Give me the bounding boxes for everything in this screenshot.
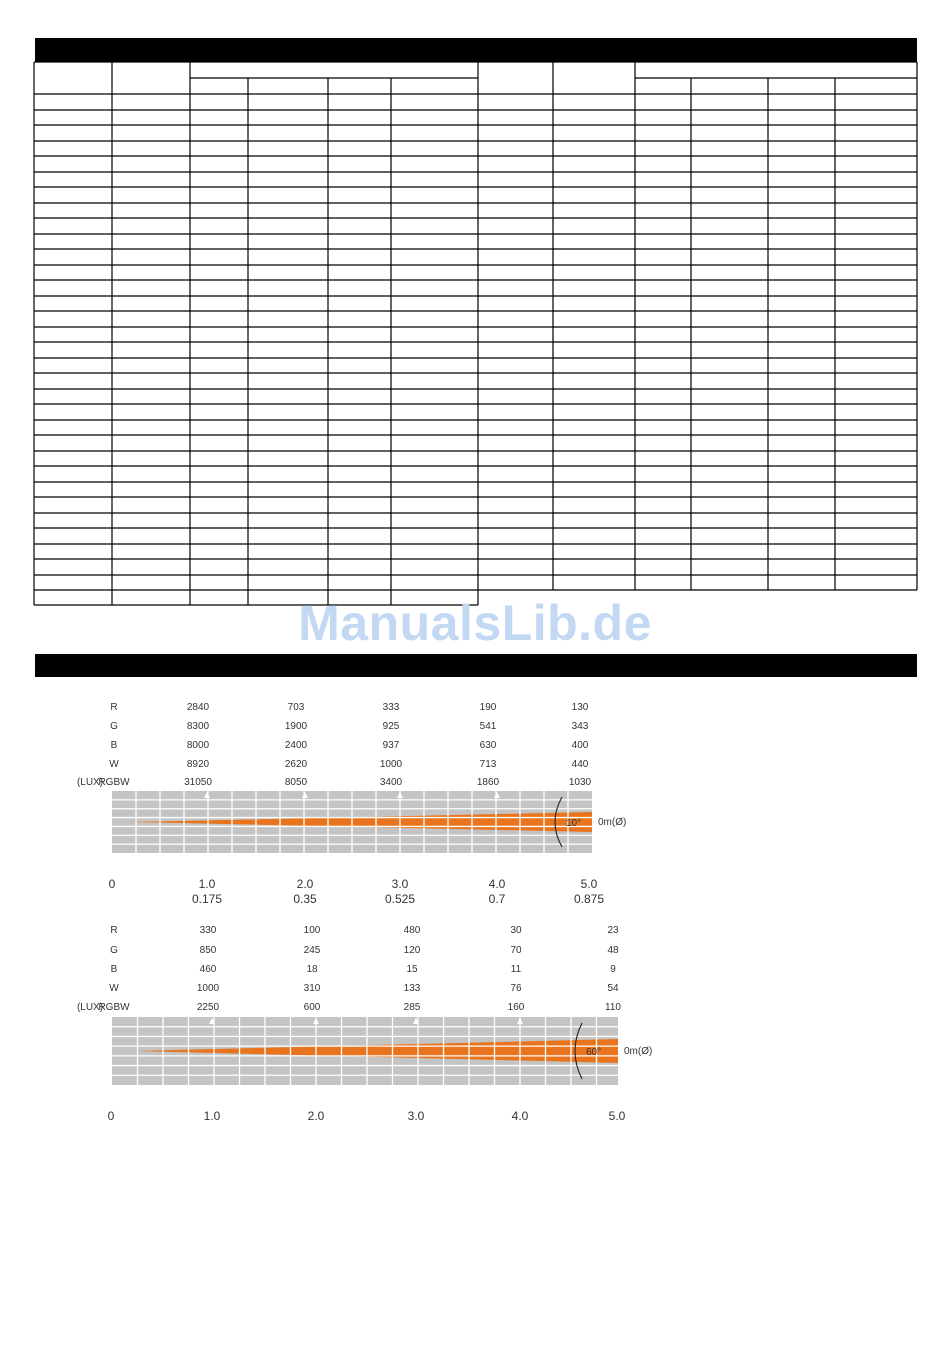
lux-value: 460 xyxy=(199,964,217,975)
lux-value: 310 xyxy=(303,983,321,994)
distance-tick-label: 2.0 xyxy=(296,877,314,891)
lux-value: 343 xyxy=(571,721,589,732)
lux-value: 480 xyxy=(403,925,421,936)
lux-value: 8050 xyxy=(284,777,308,788)
lux-value: 1000 xyxy=(196,983,220,994)
lux-value: 8300 xyxy=(186,721,210,732)
beam-angle-label: 10° xyxy=(566,818,582,829)
lux-value: 330 xyxy=(199,925,217,936)
beam-chart-60-degree xyxy=(0,915,950,1130)
lux-value: 2620 xyxy=(284,759,308,770)
lux-value: 70 xyxy=(510,945,522,956)
lux-value: 703 xyxy=(287,702,305,713)
photometric-header-bar xyxy=(35,654,917,677)
lux-value: 937 xyxy=(382,740,400,751)
distance-tick-label: 2.0 xyxy=(307,1109,325,1123)
lux-value: 31050 xyxy=(184,777,212,788)
row-label: R xyxy=(110,925,118,936)
lux-value: 23 xyxy=(607,925,619,936)
distance-tick-label: 4.0 xyxy=(511,1109,529,1123)
row-label: B xyxy=(110,964,118,975)
lux-value: 18 xyxy=(306,964,318,975)
lux-value: 713 xyxy=(479,759,497,770)
lux-value: 245 xyxy=(303,945,321,956)
lux-value: 15 xyxy=(406,964,418,975)
lux-value: 1030 xyxy=(568,777,592,788)
distance-tick-label: 5.0 xyxy=(608,1109,626,1123)
distance-unit-label: 0m(Ø) xyxy=(598,817,627,828)
beam-angle-label: 60° xyxy=(586,1047,602,1058)
beam-chart-10-degree xyxy=(0,690,950,915)
row-label: RGBW xyxy=(98,1002,130,1013)
row-label: W xyxy=(109,983,119,994)
axis-origin-label: 0 xyxy=(107,1109,115,1123)
lux-label: (LUX) xyxy=(76,777,104,788)
distance-tick-label: 4.0 xyxy=(488,877,506,891)
lux-value: 190 xyxy=(479,702,497,713)
lux-value: 400 xyxy=(571,740,589,751)
diameter-tick-label: 0.875 xyxy=(573,892,605,906)
lux-value: 48 xyxy=(607,945,619,956)
table-lines xyxy=(34,62,917,605)
lux-value: 2400 xyxy=(284,740,308,751)
lux-value: 9 xyxy=(610,964,616,975)
distance-tick-label: 3.0 xyxy=(407,1109,425,1123)
dmx-channel-table xyxy=(0,0,950,620)
row-label: RGBW xyxy=(98,777,130,788)
row-label: R xyxy=(110,702,118,713)
distance-tick-label: 1.0 xyxy=(198,877,216,891)
distance-tick-label: 5.0 xyxy=(580,877,598,891)
distance-unit-label: 0m(Ø) xyxy=(624,1046,653,1057)
distance-tick-label: 1.0 xyxy=(203,1109,221,1123)
lux-value: 30 xyxy=(510,925,522,936)
lux-value: 333 xyxy=(382,702,400,713)
diameter-tick-label: 0.175 xyxy=(191,892,223,906)
lux-label: (LUX) xyxy=(76,1002,104,1013)
lux-value: 850 xyxy=(199,945,217,956)
distance-tick-label: 3.0 xyxy=(391,877,409,891)
lux-value: 440 xyxy=(571,759,589,770)
lux-value: 54 xyxy=(607,983,619,994)
row-label: G xyxy=(110,721,118,732)
lux-value: 8000 xyxy=(186,740,210,751)
lux-value: 2250 xyxy=(196,1002,220,1013)
row-label: W xyxy=(109,759,119,770)
lux-value: 3400 xyxy=(379,777,403,788)
lux-value: 120 xyxy=(403,945,421,956)
lux-value: 130 xyxy=(571,702,589,713)
lux-value: 76 xyxy=(510,983,522,994)
lux-value: 2840 xyxy=(186,702,210,713)
lux-value: 1000 xyxy=(379,759,403,770)
lux-value: 8920 xyxy=(186,759,210,770)
watermark: ManualsLib.de xyxy=(298,595,652,651)
lux-value: 100 xyxy=(303,925,321,936)
lux-value: 285 xyxy=(403,1002,421,1013)
beam-grid xyxy=(112,791,592,853)
diameter-tick-label: 0.525 xyxy=(384,892,416,906)
row-label: G xyxy=(110,945,118,956)
axis-origin-label: 0 xyxy=(108,877,116,891)
lux-value: 160 xyxy=(507,1002,525,1013)
lux-value: 541 xyxy=(479,721,497,732)
lux-value: 11 xyxy=(510,964,522,975)
lux-value: 925 xyxy=(382,721,400,732)
diameter-tick-label: 0.7 xyxy=(488,892,506,906)
lux-value: 1860 xyxy=(476,777,500,788)
lux-value: 133 xyxy=(403,983,421,994)
lux-value: 630 xyxy=(479,740,497,751)
lux-value: 110 xyxy=(605,1002,621,1013)
diameter-tick-label: 0.35 xyxy=(293,892,317,906)
lux-value: 600 xyxy=(303,1002,321,1013)
row-label: B xyxy=(110,740,118,751)
lux-value: 1900 xyxy=(284,721,308,732)
